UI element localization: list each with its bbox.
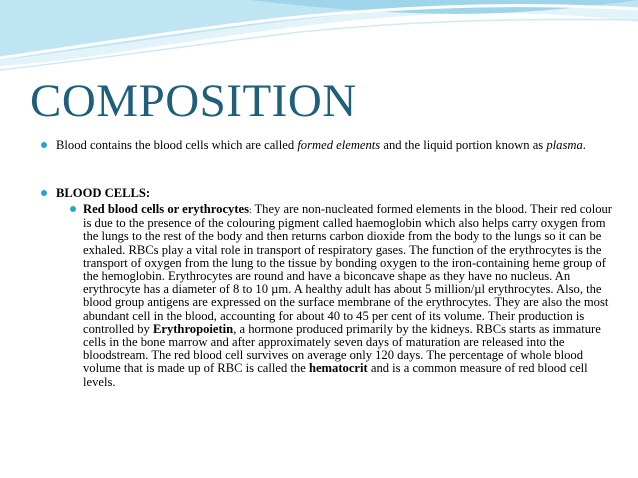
slide-title: COMPOSITION: [30, 75, 357, 127]
sub-bullet-dot: [70, 206, 76, 212]
sub-bullet-red-blood-cells: Red blood cells or erythrocytes: They are non-nucleated formed elements in the blood. Their red colour is due to the presence of the colouring pigment called haemoglobin which also helps carry oxygen from the lungs to the rest of the body and then returns carbon dioxide from the body to the lungs so it can be exhaled. RBCs play a vital role in transport of respiratory gases. The function of the erythrocytes is the transport of oxygen from the lung to the tissue by bonding oxygen to the iron-containing heme group of the hemoglobin. Erythrocytes are round and have a biconcave shape as they have no nucleus. An erythrocyte has a diameter of 8 to 10 µm. A healthy adult has about 5 million/µl erythrocytes. Also, the blood group antigens are expressed on the surface membrane of the erythrocytes. They are also the most abundant cell in the blood, accounting for about 40 to 45 per cent of its volume. Their production is controlled by Erythropoietin, a hormone produced primarily by the kidneys. RBCs starts as immature cells in the bone marrow and after approximately seven days of maturation are released into the bloodstream. The red blood cell survives on average only 120 days. The percentage of whole blood volume that is made up of RBC is called the hematocrit and is a common measure of red blood cell levels.: [83, 202, 612, 389]
bullet-blood-cells-heading: BLOOD CELLS:: [56, 186, 151, 200]
bullet-dot: [41, 190, 47, 196]
bullet-dot: [41, 142, 47, 148]
decorative-wave-header: [0, 0, 638, 80]
bullet-formed-elements: Blood contains the blood cells which are called formed elements and the liquid portion known as plasma.: [56, 138, 586, 152]
